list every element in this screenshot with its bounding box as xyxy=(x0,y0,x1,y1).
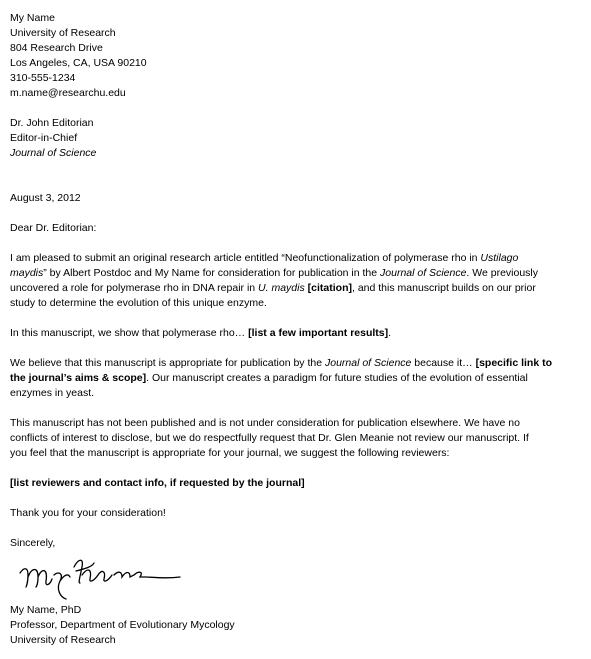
signoff-title: Professor, Department of Evolutionary Mycology xyxy=(10,619,235,631)
paragraph-fit: We believe that this manuscript is appropriate for publication by the Journal of Science because it… [specific link to the journal’s aims & scope]. Our manuscript creates a paradigm for future studies of the evolution of essential enzymes in yeast. xyxy=(10,357,553,399)
recipient-journal: Journal of Science xyxy=(10,147,97,159)
signature xyxy=(10,551,586,603)
signoff-name: My Name, PhD xyxy=(10,604,82,616)
recipient-address xyxy=(10,116,586,161)
paragraph-results: In this manuscript, we show that polymerase rho… [list a few important results]. xyxy=(10,327,392,339)
paragraph-disclosure: This manuscript has not been published and is not under consideration for publication elsewhere. We have no conflicts of interest to disclose, but we do respectfully request that Dr. Glen Meanie not review our manuscript. If you feel that the manuscript is appropriate for your journal, we suggest the following reviewers: xyxy=(10,417,529,459)
sender-city: Los Angeles, CA, USA 90210 xyxy=(10,57,147,69)
recipient-title: Editor-in-Chief xyxy=(10,132,78,144)
handwritten-signature-icon xyxy=(14,553,194,601)
closing: Sincerely, xyxy=(10,537,56,549)
sender-address xyxy=(10,11,586,101)
paragraph-reviewers: [list reviewers and contact info, if requested by the journal] xyxy=(10,477,305,489)
sender-email: m.name@researchu.edu xyxy=(10,87,126,99)
sender-institution: University of Research xyxy=(10,27,116,39)
cover-letter xyxy=(10,11,586,648)
thanks: Thank you for your consideration! xyxy=(10,507,166,519)
recipient-name: Dr. John Editorian xyxy=(10,117,94,129)
sender-street: 804 Research Drive xyxy=(10,42,103,54)
salutation: Dear Dr. Editorian: xyxy=(10,222,97,234)
letter-date: August 3, 2012 xyxy=(10,192,81,204)
sender-name: My Name xyxy=(10,12,55,24)
signoff-institution: University of Research xyxy=(10,634,116,646)
paragraph-intro: I am pleased to submit an original research article entitled “Neofunctionalization of polymerase rho in Ustilago maydis” by Albert Postdoc and My Name for consideration for publication in the Journal of Science. We previously uncovered a role for polymerase rho in DNA repair in U. maydis [citation], and this manuscript builds on our prior study to determine the evolution of this unique enzyme. xyxy=(10,252,539,309)
signoff-block xyxy=(10,603,586,648)
sender-phone: 310-555-1234 xyxy=(10,72,76,84)
